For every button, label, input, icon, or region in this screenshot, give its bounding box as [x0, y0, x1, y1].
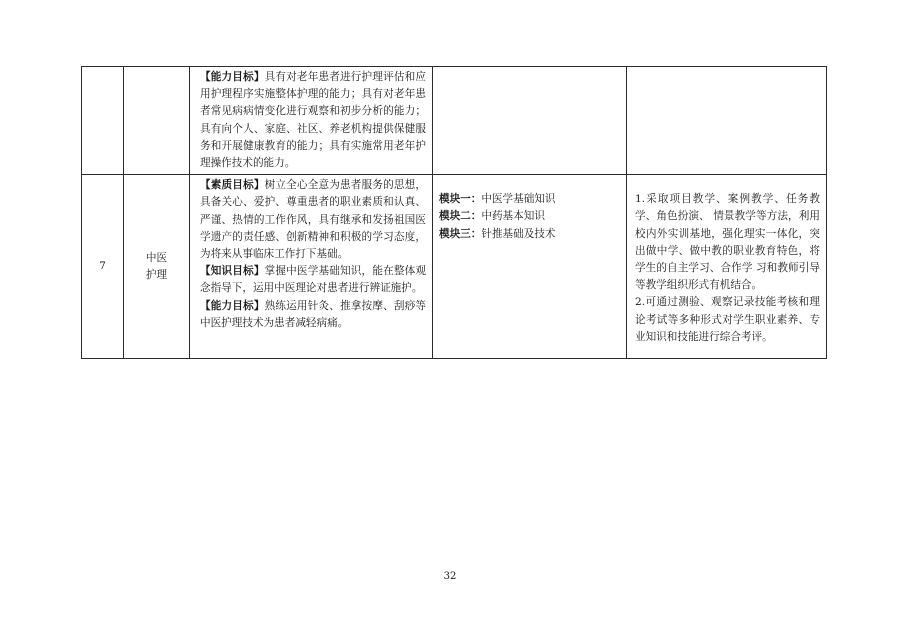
modules-cell — [433, 175, 627, 359]
course-name-cell — [124, 67, 190, 175]
module-item — [439, 191, 620, 208]
course-name-cell — [124, 175, 190, 359]
course-number-cell — [82, 175, 124, 359]
goal-paragraph — [200, 177, 426, 263]
table-row — [82, 175, 827, 359]
course-number-cell — [82, 67, 124, 175]
goal-text: 具有对老年患者进行护理评估和应用护理程序实施整体护理的能力；具有对老年患者常见病病情变化进行观察和初步分析的能力；具有向个人、家庭、社区、养老机构提供保健服务和开展健康教育的能力；具有实施常用老年护理操作技术的能力。 — [200, 71, 427, 170]
module-label: 模块二： — [439, 210, 482, 223]
page-number: 32 — [443, 571, 457, 582]
course-name-line: 中医 — [145, 251, 168, 264]
course-name-line: 护理 — [145, 268, 168, 281]
goal-text: 掌握中医学基础知识，能在整体观念指导下，运用中医理论对患者进行辨证施护。 — [200, 265, 427, 295]
module-name: 针推基础及技术 — [481, 227, 556, 240]
goals-cell — [190, 67, 433, 175]
module-label: 模块三： — [439, 227, 482, 240]
methods-cell — [627, 67, 827, 175]
goal-tag: 【知识目标】 — [200, 265, 265, 278]
method-paragraph: 1.采取项目教学、案例教学、任务教学、角色扮演、 情景教学等方法，利用校内外实训基地，强化理实一体化，突出做中学、做中教的职业教育特色，将学生的自主学习、合作学 习和教师引导等教学组织形式有机结合。 — [635, 193, 820, 292]
goal-tag: 【能力目标】 — [200, 71, 265, 83]
goal-text: 树立全心全意为患者服务的思想，具备关心、爱护、尊重患者的职业素质和认真、严谨、热情的工作作风，具有继承和发扬祖国医学遗产的责任感、创新精神和积极的学习态度，为将来从事临床工作打下基础。 — [200, 179, 427, 261]
goal-paragraph — [200, 298, 426, 332]
goal-tag: 【能力目标】 — [200, 299, 265, 312]
goals-cell — [190, 175, 433, 359]
goal-paragraph — [200, 69, 426, 172]
course-table — [81, 66, 827, 359]
goal-paragraph — [200, 263, 426, 297]
modules-cell — [433, 67, 627, 175]
method-paragraph: 2.可通过测验、观察记录技能考核和理论考试等多种形式对学生职业素养、专业知识和技能进行综合考评。 — [635, 296, 820, 343]
module-name: 中医学基础知识 — [481, 193, 556, 206]
goal-tag: 【素质目标】 — [200, 179, 265, 192]
module-name: 中药基本知识 — [481, 210, 545, 223]
table-row — [82, 67, 827, 175]
course-number: 7 — [99, 260, 106, 273]
goal-text: 熟练运用针灸、推拿按摩、刮痧等中医护理技术为患者减轻病痛。 — [200, 299, 427, 329]
module-item — [439, 208, 620, 225]
module-item — [439, 226, 620, 243]
module-label: 模块一： — [439, 193, 482, 206]
methods-cell — [627, 175, 827, 359]
